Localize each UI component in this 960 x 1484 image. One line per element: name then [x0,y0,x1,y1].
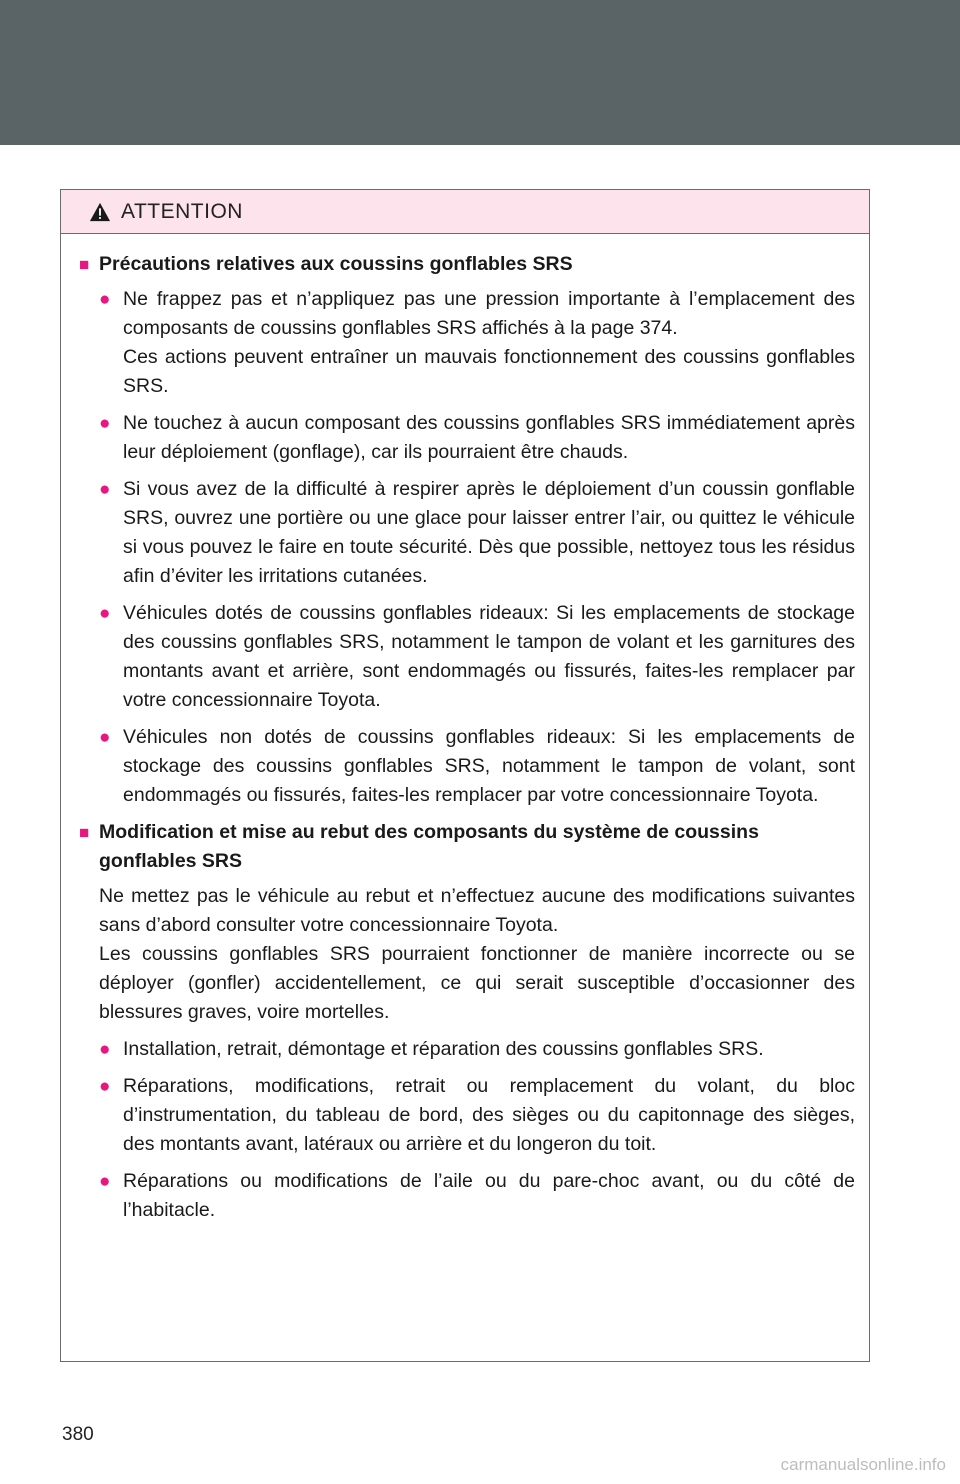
circle-bullet-icon: ● [99,289,111,310]
list-item [99,599,855,715]
bullet-continuation: Ces actions peuvent entraîner un mauvais fonctionnement des coussins gonflables SRS. [123,346,855,397]
attention-title: ATTENTION [121,199,243,223]
list-item [99,285,855,401]
attention-body [61,234,869,1225]
section-title: ■ Précautions relatives aux coussins gonflables SRS [79,250,855,279]
square-marker-icon: ■ [79,255,90,274]
top-band [0,0,960,145]
section-title: ■ Modification et mise au rebut des composants du système de coussins gonflables SRS [79,818,855,876]
square-marker-icon: ■ [79,823,90,842]
watermark: carmanualsonline.info [780,1455,946,1474]
circle-bullet-icon: ● [99,1076,111,1097]
circle-bullet-icon: ● [99,1039,111,1060]
bullet-text: Réparations ou modifications de l’aile ou du pare-choc avant, ou du côté de l’habitacle. [123,1170,855,1221]
paragraph-line: Les coussins gonflables SRS pourraient fonctionner de manière incorrecte ou se déployer (gonfler) accidentellement, ce qui serait susceptible d’occasionner des blessures graves, voire mortelles. [99,943,855,1023]
list-item [99,475,855,591]
attention-box [60,189,870,1362]
bullet-text: Réparations, modifications, retrait ou remplacement du volant, du bloc d’instrumentation, du tableau de bord, des sièges ou du capitonnage des sièges, des montants avant, latéraux ou arrière et du longeron du toit. [123,1075,855,1155]
paragraph [99,882,855,1027]
list-item [99,1167,855,1225]
bullet-text: Ne touchez à aucun composant des coussins gonflables SRS immédiatement après leur déploiement (gonflage), car ils pourraient être chauds. [123,412,855,463]
warning-triangle-icon [89,201,111,223]
attention-header [61,190,869,234]
bullet-text: Véhicules non dotés de coussins gonflables rideaux: Si les emplacements de stockage des coussins gonflables SRS, notamment le tampon de volant, sont endommagés ou fissurés, faites-les remplacer par votre concessionnaire Toyota. [123,726,855,806]
bullet-text: Installation, retrait, démontage et réparation des coussins gonflables SRS. [123,1038,764,1060]
list-item [99,409,855,467]
list-item [99,1072,855,1159]
bullet-text: Si vous avez de la difficulté à respirer après le déploiement d’un coussin gonflable SRS, ouvrez une portière ou une glace pour laisser entrer l’air, ou quittez le véhicule si vous pouvez le faire en toute sécurité. Dès que possible, nettoyez tous les résidus afin d’éviter les irritations cutanées. [123,478,855,587]
bullet-text: Ne frappez pas et n’appliquez pas une pression importante à l’emplacement des composants de coussins gonflables SRS affichés à la page 374. [123,288,855,339]
circle-bullet-icon: ● [99,1171,111,1192]
list-item [99,1035,855,1064]
bullet-text: Véhicules dotés de coussins gonflables rideaux: Si les emplacements de stockage des coussins gonflables SRS, notamment le tampon de volant et les garnitures des montants avant et arrière, sont endommagés ou fissurés, faites-les remplacer par votre concessionnaire Toyota. [123,602,855,711]
page-number: 380 [62,1424,94,1445]
circle-bullet-icon: ● [99,727,111,748]
paragraph-line: Ne mettez pas le véhicule au rebut et n’effectuez aucune des modifications suivantes sans d’abord consulter votre concessionnaire Toyota. [99,885,855,936]
circle-bullet-icon: ● [99,413,111,434]
circle-bullet-icon: ● [99,479,111,500]
list-item [99,723,855,810]
circle-bullet-icon: ● [99,603,111,624]
